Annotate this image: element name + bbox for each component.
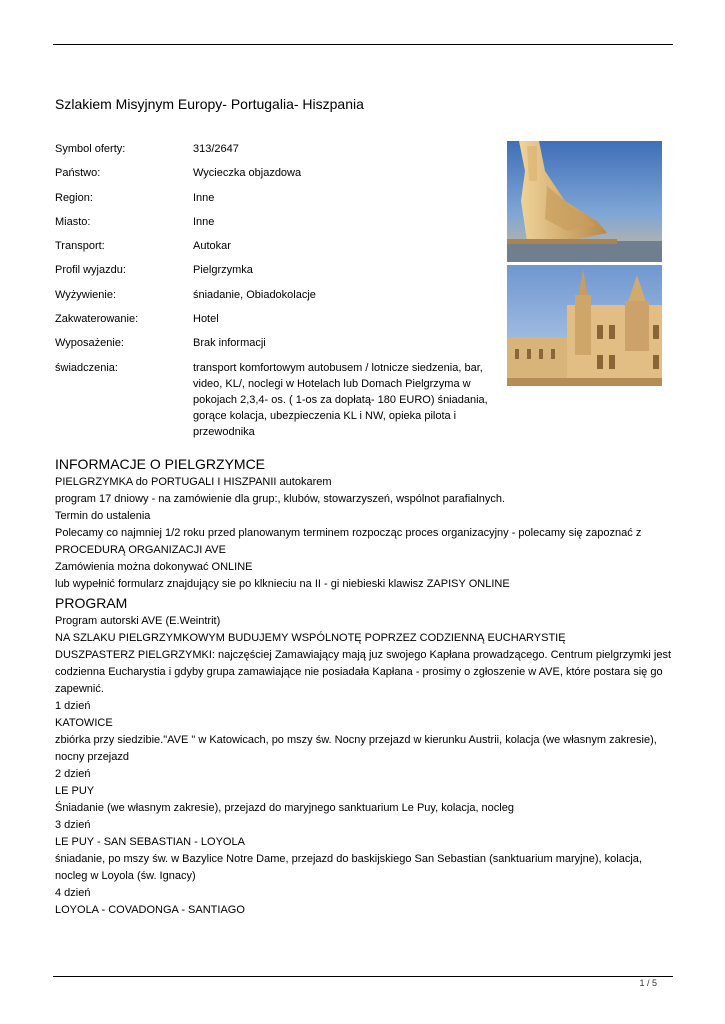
spec-label: Miasto:	[55, 215, 91, 228]
spec-value-services	[193, 360, 493, 440]
spec-value: śniadanie, Obiadokolacje	[193, 288, 316, 301]
spec-row	[55, 238, 505, 262]
program-line: KATOWICE	[55, 717, 113, 729]
bottom-rule	[53, 976, 673, 977]
spec-row	[55, 335, 505, 359]
spec-row	[55, 262, 505, 286]
spec-value-line: gorące kolacja, ubezpieczenia KL i NW, opieka pilota i	[193, 409, 457, 422]
program-line: NA SZLAKU PIELGRZYMKOWYM BUDUJEMY WSPÓLNOTĘ POPRZEZ CODZIENNĄ EUCHARYSTIĘ	[55, 632, 566, 644]
program-line: 1 dzień	[55, 700, 91, 712]
spec-label: świadczenia:	[55, 361, 118, 374]
spec-row	[55, 311, 505, 335]
program-line: nocny przejazd	[55, 751, 129, 763]
monument-photo	[507, 141, 662, 262]
info-line: Polecamy co najmniej 1/2 roku przed planowanym terminem rozpocząc proces organizacyjny - polecamy się zapoznać z	[55, 527, 642, 539]
info-link-procedure[interactable]: PROCEDURĄ ORGANIZACJI AVE	[55, 544, 226, 556]
spec-value-line: transport komfortowym autobusem / lotnicze siedzenia, bar,	[193, 361, 483, 374]
info-heading: INFORMACJE O PIELGRZYMCE	[55, 456, 266, 472]
spec-label: Wyżywienie:	[55, 288, 117, 301]
spec-value: Inne	[193, 215, 215, 228]
spec-row	[55, 214, 505, 238]
program-line: śniadanie, po mszy św. w Bazylice Notre Dame, przejazd do baskijskiego San Sebastian (sanktuarium maryjne), kolacja,	[55, 853, 642, 865]
program-line: nocleg w Loyola (św. Ignacy)	[55, 870, 196, 882]
spec-value: Pielgrzymka	[193, 264, 253, 277]
program-line: zapewnić.	[55, 683, 104, 695]
spec-value: Inne	[193, 191, 215, 204]
program-line: zbiórka przy siedzibie."AVE " w Katowicach, po mszy św. Nocny przejazd w kierunku Austrii, kolacja (we własnym zakresie),	[55, 734, 657, 746]
program-line: LE PUY - SAN SEBASTIAN - LOYOLA	[55, 836, 245, 848]
program-line: codzienna Eucharystia i gdyby grupa zamawiające nie posiadała Kapłana - prosimy o zgłoszenie w AVE, które postara się go	[55, 666, 663, 678]
spec-row	[55, 141, 505, 165]
info-line: lub wypełnić formularz znajdujący sie po klknieciu na II - gi niebieski klawisz ZAPISY ONLINE	[55, 578, 510, 590]
info-line: PIELGRZYMKA do PORTUGALI I HISZPANII autokarem	[55, 476, 332, 488]
program-line: 3 dzień	[55, 819, 91, 831]
spec-value: Brak informacji	[193, 337, 266, 350]
spec-label: Region:	[55, 191, 93, 204]
program-line: LOYOLA - COVADONGA - SANTIAGO	[55, 904, 245, 916]
spec-label: Transport:	[55, 240, 105, 253]
page-title: Szlakiem Misyjnym Europy- Portugalia- Hiszpania	[55, 96, 364, 112]
spec-value-line: pokojach 2,3,4- os. ( 1-os za dopłatą- 180 EURO) śniadania,	[193, 393, 488, 406]
spec-row	[55, 165, 505, 189]
spec-label: Państwo:	[55, 167, 101, 180]
spec-value: 313/2647	[193, 143, 239, 155]
offer-specs-table	[55, 141, 505, 440]
info-line: program 17 dniowy - na zamówienie dla grup:, klubów, stowarzyszeń, wspólnot parafialnych.	[55, 493, 506, 505]
spec-value-line: przewodnika	[193, 425, 255, 438]
top-rule	[53, 44, 673, 45]
info-line: Zamówienia można dokonywać ONLINE	[55, 561, 253, 573]
spec-value-line: video, KL/, noclegi w Hotelach lub Domach Pielgrzyma w	[193, 377, 471, 390]
program-line: Program autorski AVE (E.Weintrit)	[55, 615, 221, 627]
spec-label: Zakwaterowanie:	[55, 313, 139, 326]
spec-label: Symbol oferty:	[55, 143, 126, 155]
spec-label: Profil wyjazdu:	[55, 264, 126, 277]
spec-label: Wyposażenie:	[55, 337, 124, 350]
main-content	[55, 454, 675, 919]
spec-value: Hotel	[193, 313, 219, 326]
spec-row	[55, 190, 505, 214]
page-number: 1 / 5	[639, 978, 657, 988]
program-heading: PROGRAM	[55, 595, 128, 611]
program-line: LE PUY	[55, 785, 95, 797]
spec-value: Wycieczka objazdowa	[193, 167, 302, 180]
program-line: DUSZPASTERZ PIELGRZYMKI: najczęściej Zamawiający mają juz swojego Kapłana prowadzącego. Centrum pielgrzymki jest	[55, 649, 672, 661]
monastery-photo	[507, 265, 662, 386]
info-line: Termin do ustalenia	[55, 510, 151, 522]
program-line: 2 dzień	[55, 768, 91, 780]
program-line: 4 dzień	[55, 887, 91, 899]
spec-row	[55, 360, 505, 440]
program-line: Śniadanie (we własnym zakresie), przejazd do maryjnego sanktuarium Le Puy, kolacja, nocleg	[55, 802, 514, 814]
spec-row	[55, 287, 505, 311]
spec-value: Autokar	[193, 240, 231, 253]
